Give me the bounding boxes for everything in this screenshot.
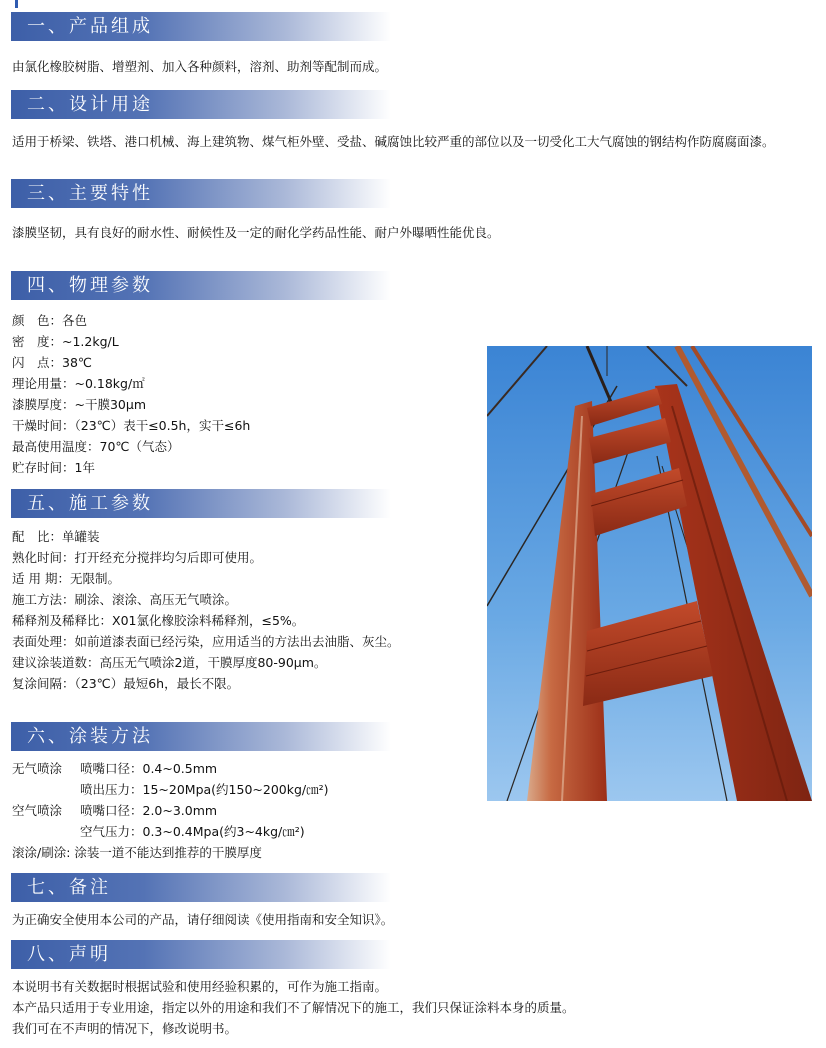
app-method: 施工方法：刷涂、滚涂、高压无气喷涂。 [12,592,238,607]
statement-line-2: 本产品只适用于专业用途，指定以外的用途和我们不了解情况下的施工，我们只保证涂料本身的质量。 [12,1000,575,1015]
app-surface-prep: 表面处理：如前道漆表面已经污染，应用适当的方法出去油脂、灰尘。 [12,634,400,649]
bridge-tower-photo [487,346,812,801]
statement-line-1: 本说明书有关数据时根据试验和使用经验积累的，可作为施工指南。 [12,979,388,994]
param-theoretical-usage: 理论用量：~0.18kg/㎡ [12,376,145,391]
app-thinner: 稀释剂及稀释比：X01氯化橡胶涂料稀释剂，≤5%。 [12,613,305,628]
section-title: 一、产品组成 [27,16,153,37]
param-color: 颜 色：各色 [12,313,88,328]
section-header-application [11,489,391,518]
app-pot-life: 适 用 期：无限制。 [12,571,120,586]
param-max-temp: 最高使用温度：70℃（气态） [12,439,180,454]
section-header-usage [11,90,391,119]
param-density: 密 度：~1.2kg/L [12,334,119,349]
air-pressure: 空气压力：0.3~0.4Mpa(约3~4kg/㎝²) [80,824,305,839]
section-title: 三、主要特性 [27,183,153,204]
usage-text: 适用于桥梁、铁塔、港口机械、海上建筑物、煤气柜外壁、受盐、碱腐蚀比较严重的部位以及一切受化工大气腐蚀的钢结构作防腐腐面漆。 [12,134,775,149]
section-title: 二、设计用途 [27,94,153,115]
section-header-features [11,179,391,208]
section-header-statement [11,940,391,969]
app-recoat-interval: 复涂间隔：（23℃）最短6h，最长不限。 [12,676,240,691]
roll-brush-note: 滚涂/刷涂: 涂装一道不能达到推荐的干膜厚度 [12,845,262,860]
app-mix-ratio: 配 比：单罐装 [12,529,100,544]
section-title: 六、涂装方法 [27,726,153,747]
features-text: 漆膜坚韧，具有良好的耐水性、耐候性及一定的耐化学药品性能、耐户外曝晒性能优良。 [12,225,500,240]
param-storage-time: 贮存时间：1年 [12,460,95,475]
airless-nozzle: 喷嘴口径：0.4~0.5mm [80,761,218,776]
app-coats: 建议涂装道数：高压无气喷涂2道，干膜厚度80-90μm。 [12,655,327,670]
section-title: 五、施工参数 [27,493,153,514]
section-header-coating-method [11,722,391,751]
airless-pressure: 喷出压力：15~20Mpa(约150~200kg/㎝²) [80,782,329,797]
composition-text: 由氯化橡胶树脂、增塑剂、加入各种颜料，溶剂、助剂等配制而成。 [12,59,388,74]
section-title: 四、物理参数 [27,275,153,296]
app-induction: 熟化时间：打开经充分搅拌均匀后即可使用。 [12,550,263,565]
remarks-text: 为正确安全使用本公司的产品，请仔细阅读《使用指南和安全知识》。 [12,912,394,927]
top-accent-mark [15,0,18,8]
param-drying-time: 干燥时间：（23℃）表干≤0.5h，实干≤6h [12,418,251,433]
param-flash-point: 闪 点：38℃ [12,355,92,370]
section-header-composition [11,12,391,41]
airless-label: 无气喷涂 [12,761,63,776]
param-film-thickness: 漆膜厚度：~干膜30μm [12,397,147,412]
statement-line-3: 我们可在不声明的情况下，修改说明书。 [12,1021,238,1036]
section-header-physical [11,271,391,300]
air-label: 空气喷涂 [12,803,63,818]
air-nozzle: 喷嘴口径：2.0~3.0mm [80,803,218,818]
section-title: 八、声明 [27,944,111,965]
section-header-remarks [11,873,391,902]
section-title: 七、备注 [27,877,111,898]
